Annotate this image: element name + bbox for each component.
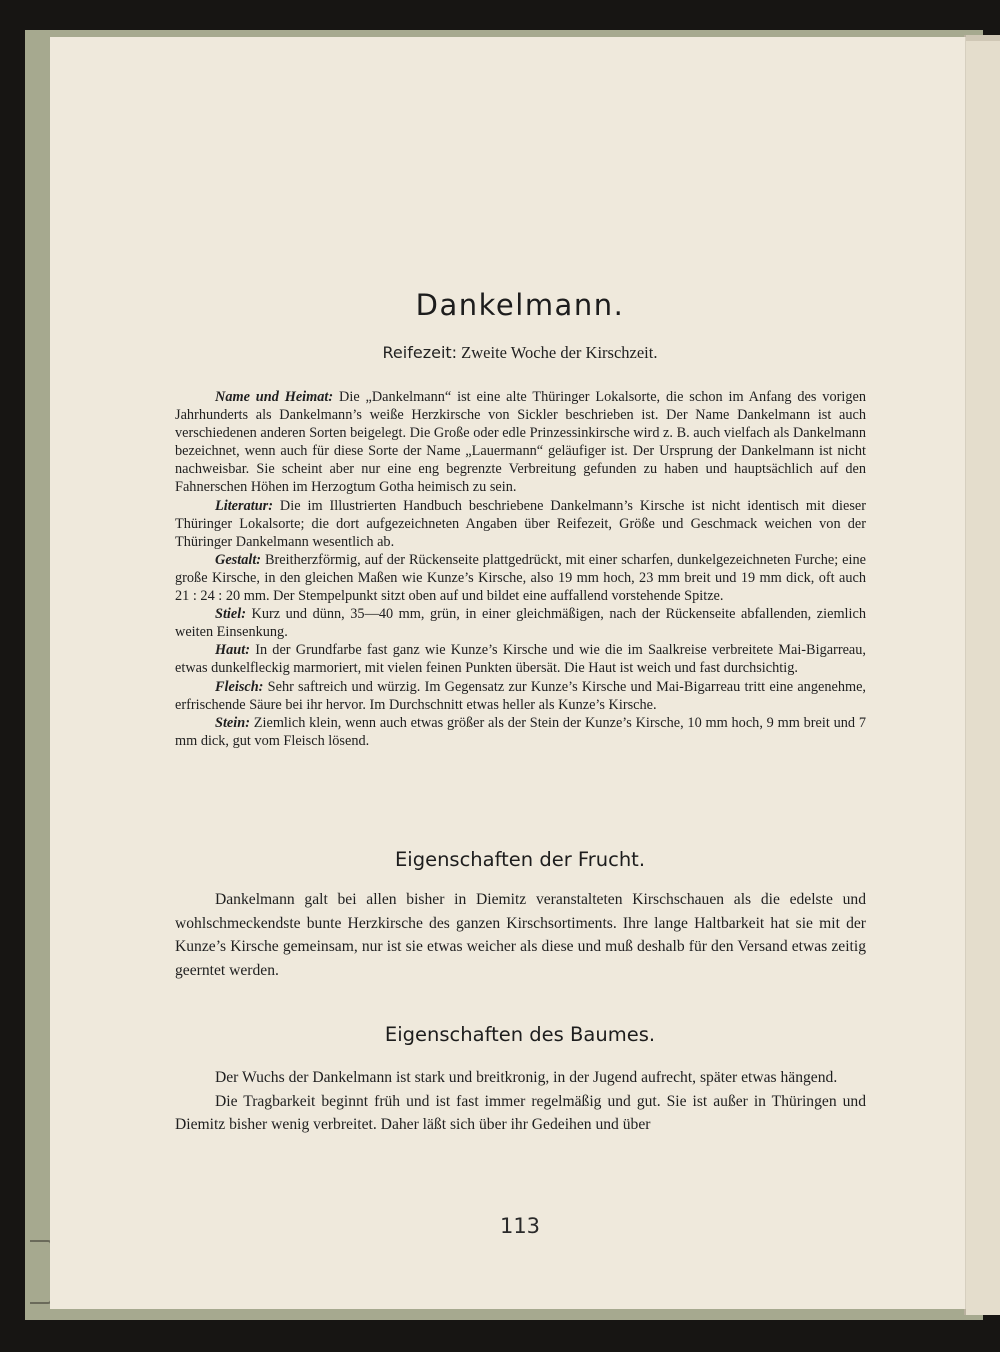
paragraph-text: Sehr saftreich und würzig. Im Gegensatz zur Kunze’s Kirsche und Mai-Bigarreau tritt eine angenehme, erfrischende Säure bei ihr hervor. Im Durchschnitt etwas heller als Kunze’s Kirsche. xyxy=(175,678,867,713)
section-paragraph: Die Tragbarkeit beginnt früh und ist fast immer regelmäßig und gut. Sie ist außer in Thüringen und Diemitz bisher wenig verbreitet. Daher läßt sich über ihr Gedeihen und über xyxy=(175,1092,866,1133)
page-number: 113 xyxy=(499,1214,541,1238)
paragraph-label: Fleisch: xyxy=(215,678,264,695)
paragraph-label: Stein: xyxy=(215,714,250,731)
paragraph-label: Literatur: xyxy=(215,497,273,514)
library-stamp-mark xyxy=(30,1240,52,1304)
paragraph-label: Stiel: xyxy=(215,606,246,623)
paragraph-stiel xyxy=(175,605,866,641)
page-title: Dankelmann. xyxy=(415,288,625,322)
facing-page-band xyxy=(966,35,1000,41)
paragraph-fleisch xyxy=(175,678,866,714)
paragraph-label: Gestalt: xyxy=(215,551,262,568)
paragraph-text: Die im Illustrierten Handbuch beschriebene Dankelmann’s Kirsche ist nicht identisch mit dieser Thüringer Lokalsorte; die dort aufgezeichneten Angaben über Reifezeit, Größe und Geschmack weichen von der Thüringer Dankelmann wesentlich ab. xyxy=(175,497,866,550)
paragraph-name-heimat xyxy=(175,388,866,497)
section-heading-frucht: Eigenschaften der Frucht. xyxy=(394,848,646,871)
reifezeit-label: Reifezeit: xyxy=(382,343,458,362)
section-paragraph: Der Wuchs der Dankelmann ist stark und breitkronig, in der Jugend aufrecht, später etwas hängend. xyxy=(215,1069,838,1086)
section-paragraph: Dankelmann galt bei allen bisher in Diemitz veranstalteten Kirschschauen als die edelste und wohlschmeckendste bunte Herzkirsche des ganzen Kirschsortiments. Ihre lange Haltbarkeit hat sie mit der Kunze’s Kirsche gemeinsam, nur ist sie etwas weicher als diese und muß deshalb für den Versand etwas zeitig geerntet werden. xyxy=(175,891,866,979)
paragraph-haut xyxy=(175,641,866,677)
paragraph-text: Die „Dankelmann“ ist eine alte Thüringer Lokalsorte, die schon im Anfang des vorigen Jahrhunderts als Dankelmann’s weiße Herzkirsche von Sickler beschrieben ist. Der Name Dankelmann ist auch verschiedenen anderen Sorten beigelegt. Die Große oder edle Prinzessinkirsche wird z. B. auch vielfach als Dankelmann bezeichnet, wenn auch für diese Sorte der Name „Lauermann“ geläufiger ist. Der Ursprung der Dankelmann ist nicht nachweisbar. Sie scheint aber nur eine eng begrenzte Verbreitung gefunden zu haben und hauptsächlich auf den Fahnerschen Höhen im Herzogtum Gotha heimisch zu sein. xyxy=(175,389,866,496)
reifezeit-value: Zweite Woche der Kirschzeit. xyxy=(461,343,658,362)
reifezeit-line xyxy=(175,343,865,363)
paragraph-text: In der Grundfarbe fast ganz wie Kunze’s Kirsche und wie die im Saalkreise verbreitete Mai-Bigarreau, etwas dunkelfleckig marmoriert, mit vielen feinen Punkten übersät. Die Haut ist weich und fast durchsichtig. xyxy=(175,642,866,677)
paragraph-text: Kurz und dünn, 35—40 mm, grün, in einer gleichmäßigen, nach der Rückenseite abfallenden, ziemlich weiten Einsenkung. xyxy=(175,606,867,641)
paragraph-stein xyxy=(175,714,866,750)
paragraph-text: Ziemlich klein, wenn auch etwas größer als der Stein der Kunze’s Kirsche, 10 mm hoch, 9 mm breit und 7 mm dick, gut vom Fleisch lösend. xyxy=(175,714,866,749)
paragraph-label: Haut: xyxy=(215,642,250,659)
paragraph-literatur xyxy=(175,497,866,551)
paragraph-label: Name und Heimat: xyxy=(215,389,334,405)
section-heading-baum: Eigenschaften des Baumes. xyxy=(384,1023,656,1046)
paragraph-text: Breitherzförmig, auf der Rückenseite plattgedrückt, mit einer scharfen, dunkelgezeichneten Furche; eine große Kirsche, in den gleichen Maßen wie Kunze’s Kirsche, also 19 mm hoch, 23 mm breit und 19 mm dick, oft auch 21 : 24 : 20 mm. Der Stempelpunkt sitzt oben auf und bildet eine auffallend vorstehende Spitze. xyxy=(175,551,866,605)
section-body-baum xyxy=(175,1066,866,1137)
description-body xyxy=(175,388,866,750)
section-body-frucht xyxy=(175,888,866,982)
facing-page-edge xyxy=(964,35,1000,1315)
paragraph-gestalt xyxy=(175,551,866,605)
